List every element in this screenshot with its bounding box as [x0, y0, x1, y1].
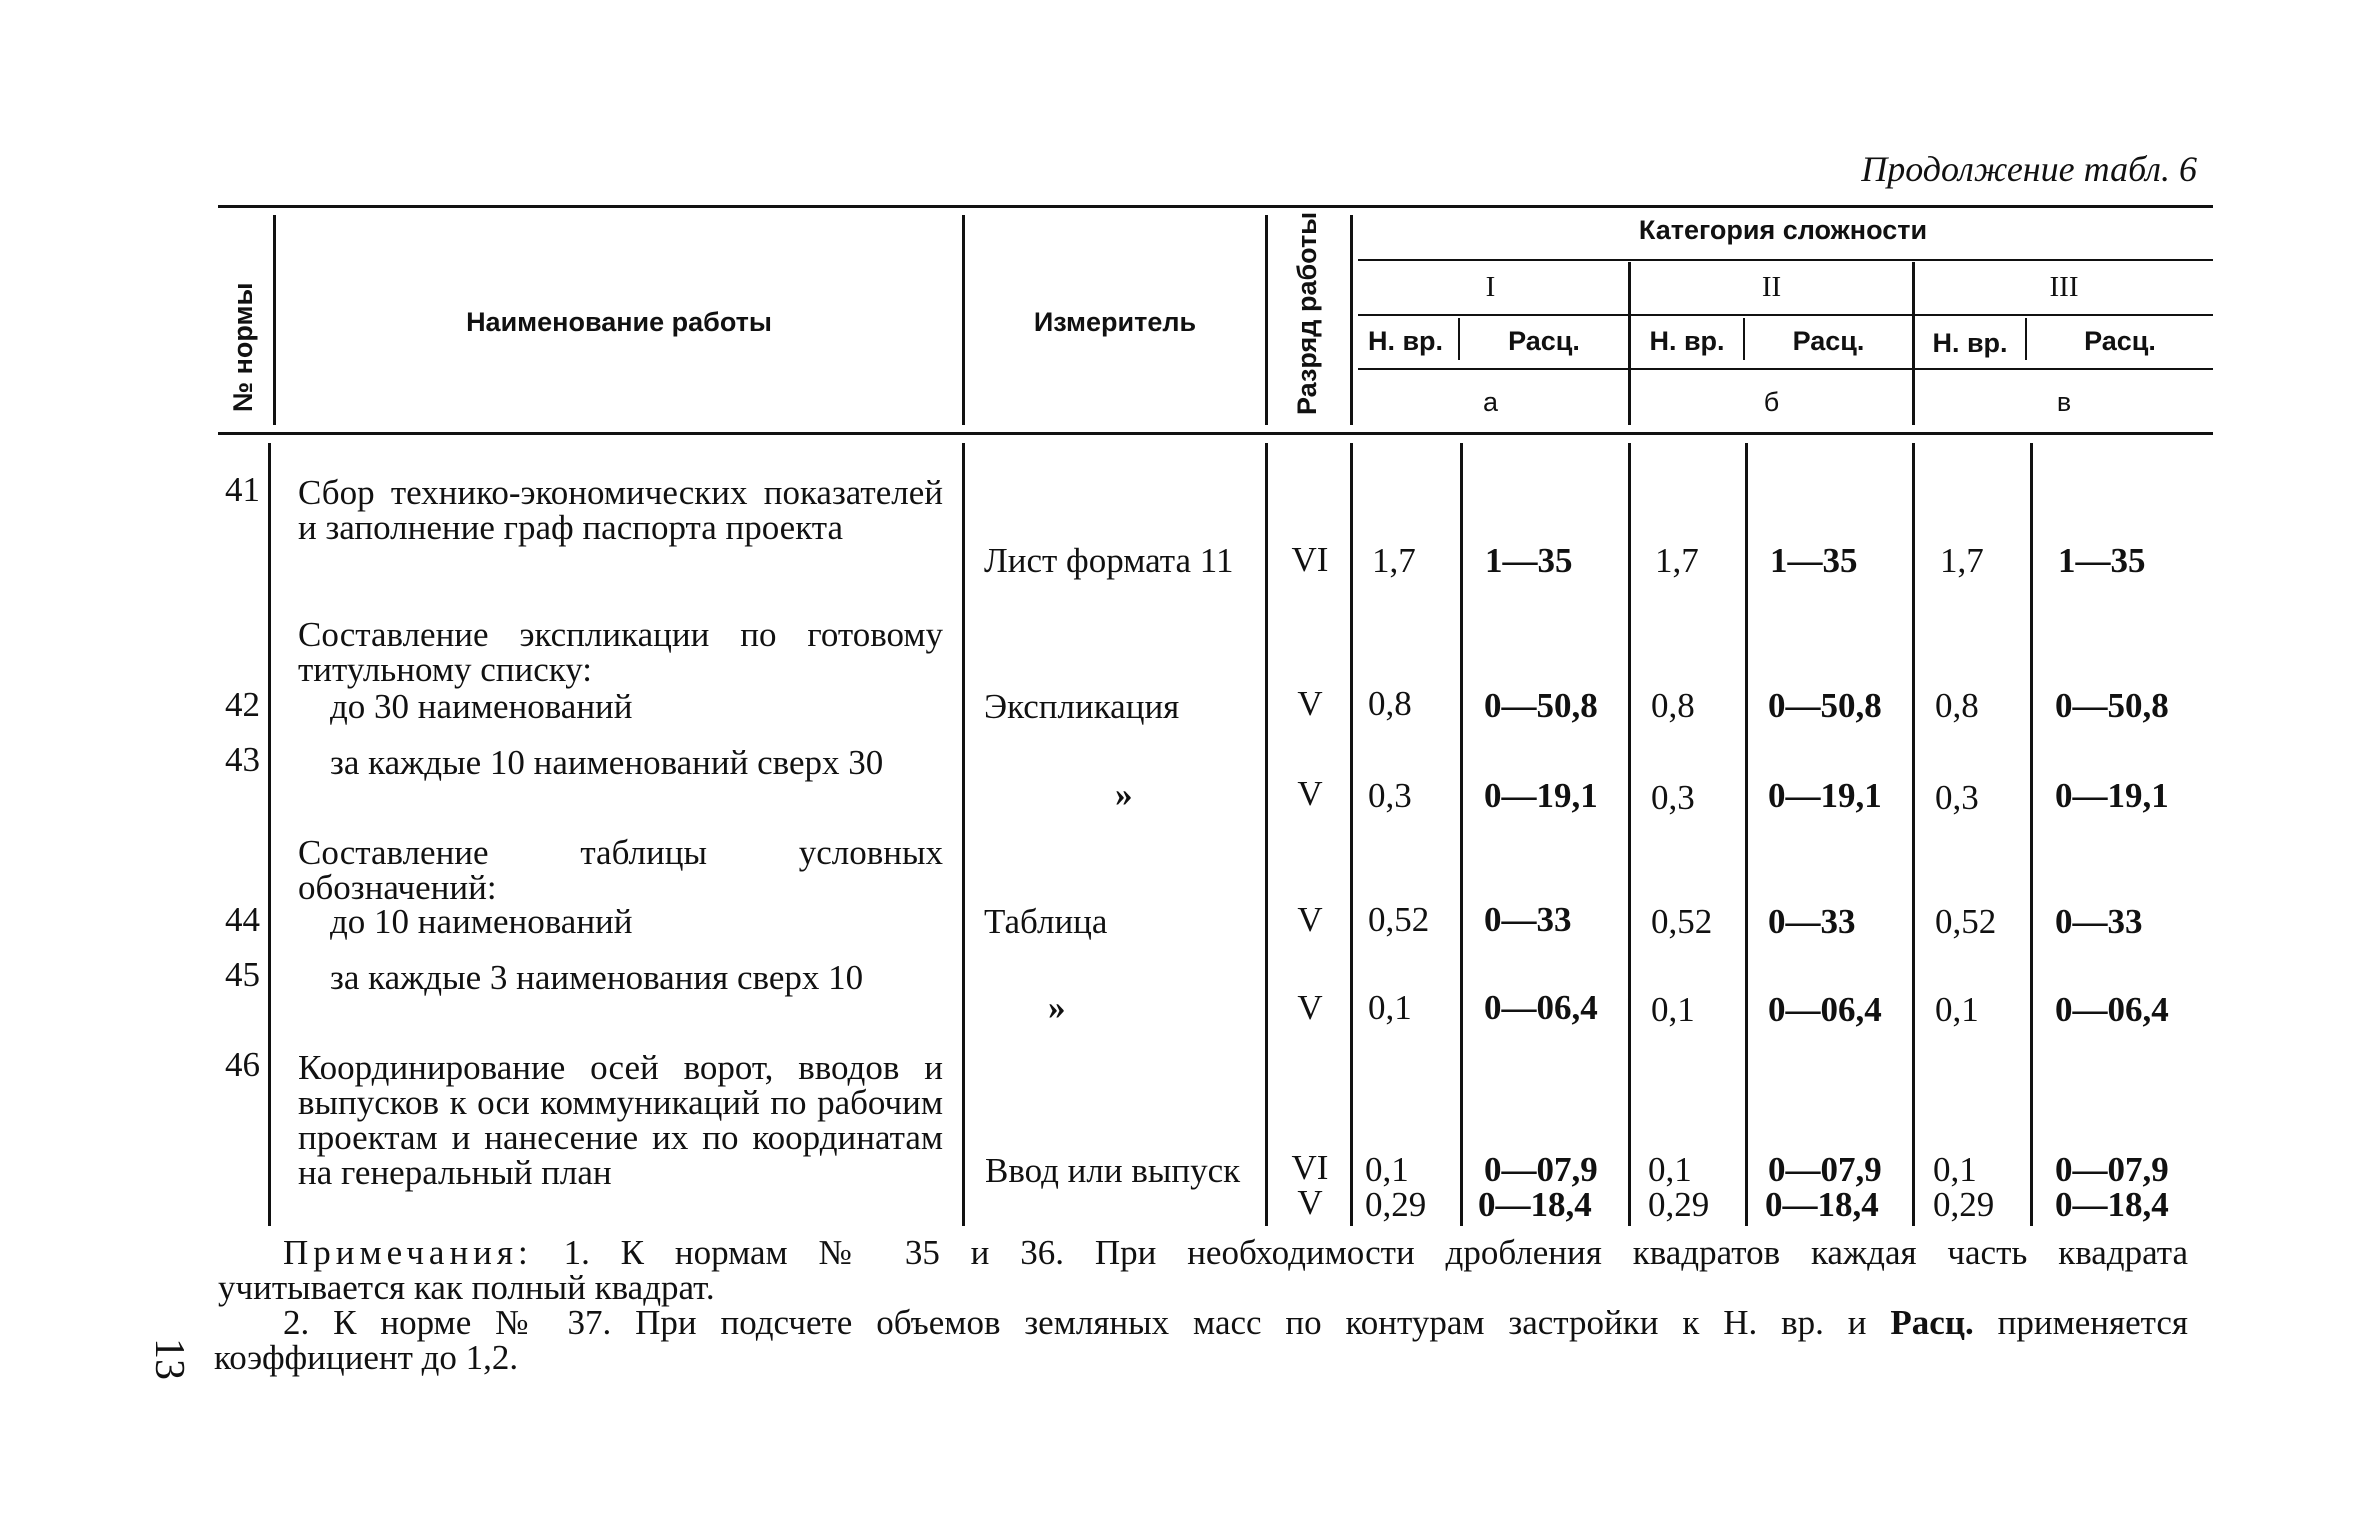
row-41-rasc-b: 1—35	[1770, 541, 1858, 580]
group-44-heading: Составление таблицы условных обозначений:	[298, 833, 943, 907]
continuation-caption: Продолжение табл. 6	[1861, 149, 2197, 189]
row-44-nvr-b: 0,52	[1651, 902, 1713, 941]
category-rule	[1358, 314, 2213, 316]
row-43-nvr-c: 0,3	[1935, 778, 1979, 817]
row-41-measure: Лист формата 11	[984, 541, 1234, 580]
note-2-text: 2. К норме № 37. При подсчете объемов земляных масс по контурам застройки к Н. вр. и	[283, 1303, 1867, 1342]
row-43-nvr-a: 0,3	[1368, 776, 1412, 815]
notes-label: Примечания:	[283, 1233, 533, 1272]
body-vline-6	[1628, 443, 1631, 1226]
note-1-line-2: учитывается как полный квадрат.	[218, 1268, 715, 1307]
header-category-1: I	[1485, 271, 1496, 303]
row-44-nvr-c: 0,52	[1935, 902, 1997, 941]
row-45-nvr-a: 0,1	[1368, 988, 1412, 1027]
header-nvr-3: Н. вр.	[1932, 328, 2008, 358]
row-46-rasc-a-1: 0—07,9	[1484, 1150, 1598, 1189]
header-category-2: II	[1761, 271, 1782, 303]
row-44-grade: V	[1297, 900, 1323, 939]
row-46-grade-b: V	[1297, 1183, 1323, 1222]
row-42-number: 42	[225, 685, 260, 724]
row-43-nvr-b: 0,3	[1651, 778, 1695, 817]
row-44-measure: Таблица	[984, 902, 1108, 941]
body-vline-1	[268, 443, 271, 1226]
row-42-grade: V	[1297, 684, 1323, 723]
row-46-grade-a: VI	[1291, 1148, 1329, 1187]
row-41-grade: VI	[1291, 540, 1329, 579]
row-46-rasc-b-2: 0—18,4	[1765, 1185, 1879, 1224]
body-vline-7	[1745, 443, 1748, 1226]
row-44-nvr-a: 0,52	[1368, 900, 1430, 939]
row-45-nvr-c: 0,1	[1935, 990, 1979, 1029]
row-42-rasc-c: 0—50,8	[2055, 686, 2169, 725]
note-1-line-1	[283, 1235, 2188, 1271]
header-rasc-2: Расц.	[1792, 326, 1865, 356]
row-44-rasc-b: 0—33	[1768, 902, 1856, 941]
complexity-rule	[1358, 259, 2213, 261]
row-44-number: 44	[225, 900, 260, 939]
row-45-name: за каждые 3 наименования сверх 10	[330, 958, 864, 997]
body-vline-3	[1265, 443, 1268, 1226]
row-41-number: 41	[225, 470, 260, 509]
row-46-nvr-b-2: 0,29	[1648, 1185, 1710, 1224]
row-46-nvr-c-2: 0,29	[1933, 1185, 1995, 1224]
row-46-rasc-c-2: 0—18,4	[2055, 1185, 2169, 1224]
row-41-nvr-b: 1,7	[1655, 541, 1699, 580]
body-vline-4	[1350, 443, 1353, 1226]
row-43-number: 43	[225, 740, 260, 779]
header-letter-b: б	[1763, 387, 1780, 417]
header-nvr-2: Н. вр.	[1649, 326, 1725, 356]
body-vline-5	[1460, 443, 1463, 1226]
header-vline-3	[1265, 215, 1268, 425]
header-rasc-3: Расц.	[2084, 326, 2156, 356]
header-grade: Разряд работы	[1292, 211, 1322, 415]
note-2-line-2: коэффициент до 1,2.	[214, 1338, 519, 1377]
row-42-rasc-b: 0—50,8	[1768, 686, 1882, 725]
subheader-rule	[1358, 368, 2213, 370]
note-1-text: 1. К нормам № 35 и 36. При необходимости дробления квадратов каждая часть квадрата	[563, 1233, 2188, 1272]
row-43-rasc-a: 0—19,1	[1484, 776, 1598, 815]
row-45-measure: »	[1048, 988, 1066, 1027]
row-43-name: за каждые 10 наименований сверх 30	[330, 743, 884, 782]
header-letter-c: в	[2056, 387, 2072, 417]
row-41-rasc-c: 1—35	[2058, 541, 2146, 580]
row-44-rasc-a: 0—33	[1484, 900, 1572, 939]
note-2-bold: Расц.	[1890, 1303, 1974, 1342]
row-46-name: Координирование осей ворот, вводов и выпусков к оси коммуникаций по рабочим проектам и нанесение их по координатам на генеральный план	[298, 1048, 943, 1192]
row-43-grade: V	[1297, 774, 1323, 813]
row-43-rasc-b: 0—19,1	[1768, 776, 1882, 815]
row-44-rasc-c: 0—33	[2055, 902, 2143, 941]
row-42-measure: Экспликация	[984, 687, 1180, 726]
row-46-nvr-c-1: 0,1	[1933, 1150, 1977, 1189]
group-42-heading: Составление экспликации по готовому титульному списку:	[298, 615, 943, 689]
row-45-grade: V	[1297, 988, 1323, 1027]
row-41-nvr-a: 1,7	[1372, 541, 1416, 580]
row-46-nvr-a-1: 0,1	[1365, 1150, 1409, 1189]
header-measure: Измеритель	[1033, 307, 1197, 337]
row-42-nvr-a: 0,8	[1368, 684, 1412, 723]
row-46-rasc-c-1: 0—07,9	[2055, 1150, 2169, 1189]
header-letter-a: а	[1482, 387, 1499, 417]
row-45-rasc-a: 0—06,4	[1484, 988, 1598, 1027]
row-42-rasc-a: 0—50,8	[1484, 686, 1598, 725]
body-vline-2	[962, 443, 965, 1226]
row-46-rasc-b-1: 0—07,9	[1768, 1150, 1882, 1189]
row-43-rasc-c: 0—19,1	[2055, 776, 2169, 815]
row-41-rasc-a: 1—35	[1485, 541, 1573, 580]
note-2-line-1	[283, 1305, 2188, 1341]
row-42-name: до 30 наименований	[330, 687, 633, 726]
row-46-measure: Ввод или выпуск	[985, 1151, 1241, 1190]
header-bottom-rule	[218, 432, 2213, 435]
note-2-text-end: применяется	[1997, 1303, 2189, 1342]
row-45-nvr-b: 0,1	[1651, 990, 1695, 1029]
row-45-rasc-b: 0—06,4	[1768, 990, 1882, 1029]
row-46-nvr-b-1: 0,1	[1648, 1150, 1692, 1189]
body-vline-9	[2030, 443, 2033, 1226]
row-41-name: Сбор технико-экономических показателей и заполнение граф паспорта проекта	[298, 473, 943, 547]
header-rasc-1: Расц.	[1508, 326, 1580, 356]
row-46-number: 46	[225, 1045, 260, 1084]
header-work-name: Наименование работы	[466, 307, 772, 337]
row-44-name: до 10 наименований	[330, 902, 633, 941]
header-norm-no: № нормы	[228, 282, 258, 412]
page-number: 13	[146, 1338, 192, 1380]
row-42-nvr-c: 0,8	[1935, 686, 1979, 725]
row-41-nvr-c: 1,7	[1940, 541, 1984, 580]
row-43-measure: »	[1115, 775, 1133, 814]
header-complexity: Категория сложности	[1638, 215, 1928, 245]
row-42-nvr-b: 0,8	[1651, 686, 1695, 725]
row-45-number: 45	[225, 955, 260, 994]
row-45-rasc-c: 0—06,4	[2055, 990, 2169, 1029]
body-vline-8	[1912, 443, 1915, 1226]
table-top-rule	[218, 205, 2213, 208]
header-nvr-1: Н. вр.	[1367, 326, 1444, 356]
row-46-rasc-a-2: 0—18,4	[1478, 1185, 1592, 1224]
header-category-3: III	[2049, 271, 2079, 303]
row-46-nvr-a-2: 0,29	[1365, 1185, 1427, 1224]
